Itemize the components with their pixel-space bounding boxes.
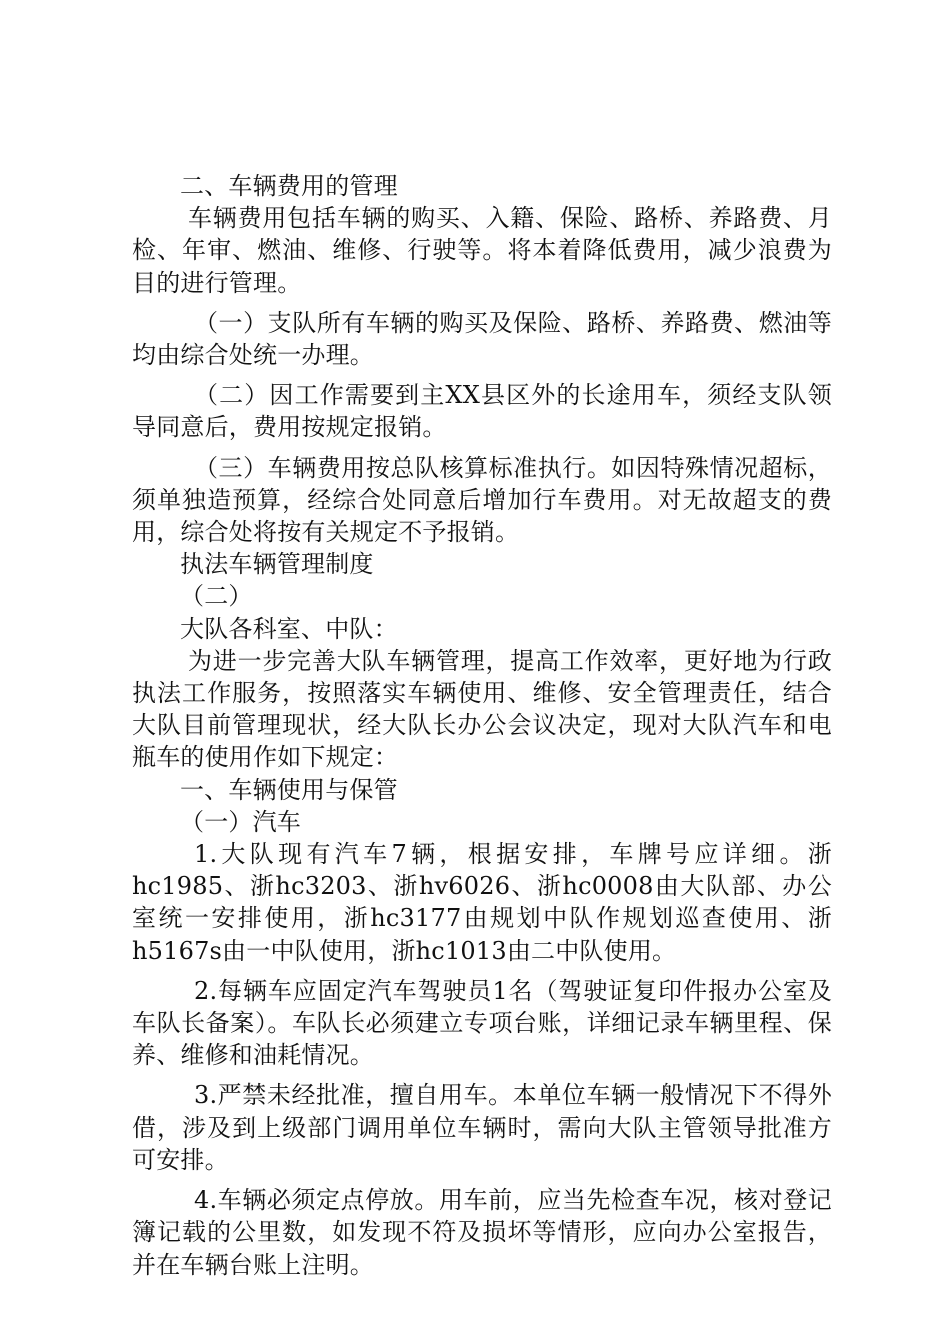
addressee: 大队各科室、中队：: [180, 614, 398, 643]
paragraph-rule-3: 3.严禁未经批准，擅自用车。本单位车辆一般情况下不得外借，涉及到上级部门调用单位车辆时，需向大队主管领导批准方可安排。: [132, 1081, 832, 1174]
subsection-heading-cars: （一）汽车: [180, 807, 301, 836]
section-heading-vehicle-use: 一、车辆使用与保管: [180, 775, 398, 804]
paragraph-item-1: （一）支队所有车辆的购买及保险、路桥、养路费、燃油等均由综合处统一办理。: [132, 308, 832, 370]
document-subtitle: （二）: [180, 582, 253, 611]
paragraph-item-3: （三）车辆费用按总队核算标准执行。如因特殊情况超标，须单独造预算，经综合处同意后增加行车费用。对无故超支的费用，综合处将按有关规定不予报销。: [132, 453, 832, 547]
paragraph-intro: 为进一步完善大队车辆管理，提高工作效率，更好地为行政执法工作服务，按照落实车辆使用、维修、安全管理责任，结合大队目前管理现状，经大队长办公会议决定，现对大队汽车和电瓶车的使用作如下规定：: [132, 646, 832, 772]
paragraph-rule-2: 2.每辆车应固定汽车驾驶员1名（驾驶证复印件报办公室及车队长备案）。车队长必须建立专项台账，详细记录车辆里程、保养、维修和油耗情况。: [132, 976, 832, 1070]
paragraph-rule-1: 1.大队现有汽车7辆，根据安排，车牌号应详细。浙hc1985、浙hc3203、浙hv6026、浙hc0008由大队部、办公室统一安排使用，浙hc3177由规划中队作规划巡查使用、浙h5167s由一中队使用，浙hc1013由二中队使用。: [132, 840, 832, 965]
section-heading-vehicle-costs: 二、车辆费用的管理: [180, 172, 398, 200]
paragraph-rule-4: 4.车辆必须定点停放。用车前，应当先检查车况，核对登记簿记载的公里数，如发现不符及损坏等情形，应向办公室报告，并在车辆台账上注明。: [132, 1186, 832, 1279]
document-body: [132, 170, 832, 1281]
document-title: 执法车辆管理制度: [180, 550, 374, 579]
paragraph-item-2: （二）因工作需要到主XX县区外的长途用车，须经支队领导同意后，费用按规定报销。: [132, 381, 832, 442]
paragraph-cost-scope: 车辆费用包括车辆的购买、入籍、保险、路桥、养路费、月检、年审、燃油、维修、行驶等。将本着降低费用，减少浪费为目的进行管理。: [132, 204, 832, 297]
